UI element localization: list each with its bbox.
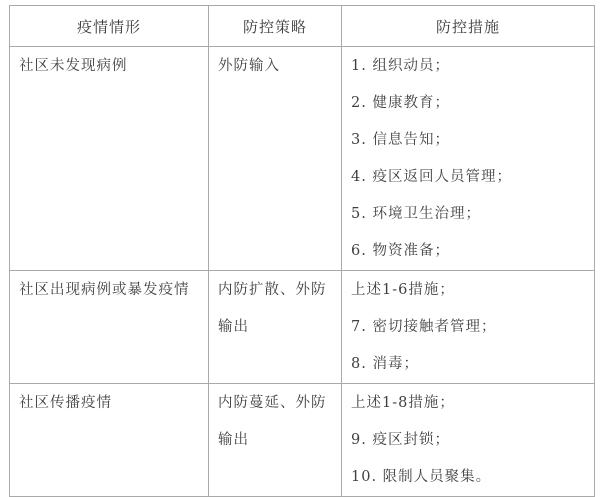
situation-text: 社区出现病例或暴发疫情 xyxy=(19,282,190,298)
situation-cell xyxy=(10,271,209,384)
measures-list xyxy=(342,385,594,496)
strategy-text: 外防输入 xyxy=(218,58,280,74)
strategy-cell xyxy=(209,47,342,271)
list-item: 3. 信息告知； xyxy=(351,132,450,148)
strategy-cell xyxy=(209,271,342,384)
list-item: 上述1-6措施； xyxy=(351,282,455,298)
list-item: 8. 消毒； xyxy=(351,356,419,372)
situation-cell xyxy=(10,384,209,497)
table-row xyxy=(10,384,595,497)
measures-list xyxy=(342,48,594,270)
situation-text: 社区未发现病例 xyxy=(19,58,128,74)
strategy-text: 内防蔓延、外防输出 xyxy=(218,395,327,448)
header-situation: 疫情情形 xyxy=(10,6,209,47)
list-item: 2. 健康教育； xyxy=(351,95,450,111)
list-item: 5. 环境卫生治理； xyxy=(351,206,481,222)
strategy-text: 内防扩散、外防输出 xyxy=(218,282,327,335)
header-strategy: 防控策略 xyxy=(209,6,342,47)
list-item: 1. 组织动员； xyxy=(351,58,450,74)
prevention-measures-table xyxy=(9,5,595,497)
measures-cell xyxy=(342,47,595,271)
list-item: 上述1-8措施； xyxy=(351,395,455,411)
situation-text: 社区传播疫情 xyxy=(19,395,112,411)
measures-list xyxy=(342,272,594,383)
strategy-cell xyxy=(209,384,342,497)
table-header-row xyxy=(10,6,595,47)
table-row xyxy=(10,47,595,271)
list-item: 10. 限制人员聚集。 xyxy=(351,469,492,485)
header-measures: 防控措施 xyxy=(342,6,595,47)
list-item: 9. 疫区封锁； xyxy=(351,432,450,448)
list-item: 6. 物资准备； xyxy=(351,243,450,259)
situation-cell xyxy=(10,47,209,271)
measures-cell xyxy=(342,271,595,384)
list-item: 7. 密切接触者管理； xyxy=(351,319,497,335)
list-item: 4. 疫区返回人员管理； xyxy=(351,169,512,185)
measures-cell xyxy=(342,384,595,497)
table-row xyxy=(10,271,595,384)
